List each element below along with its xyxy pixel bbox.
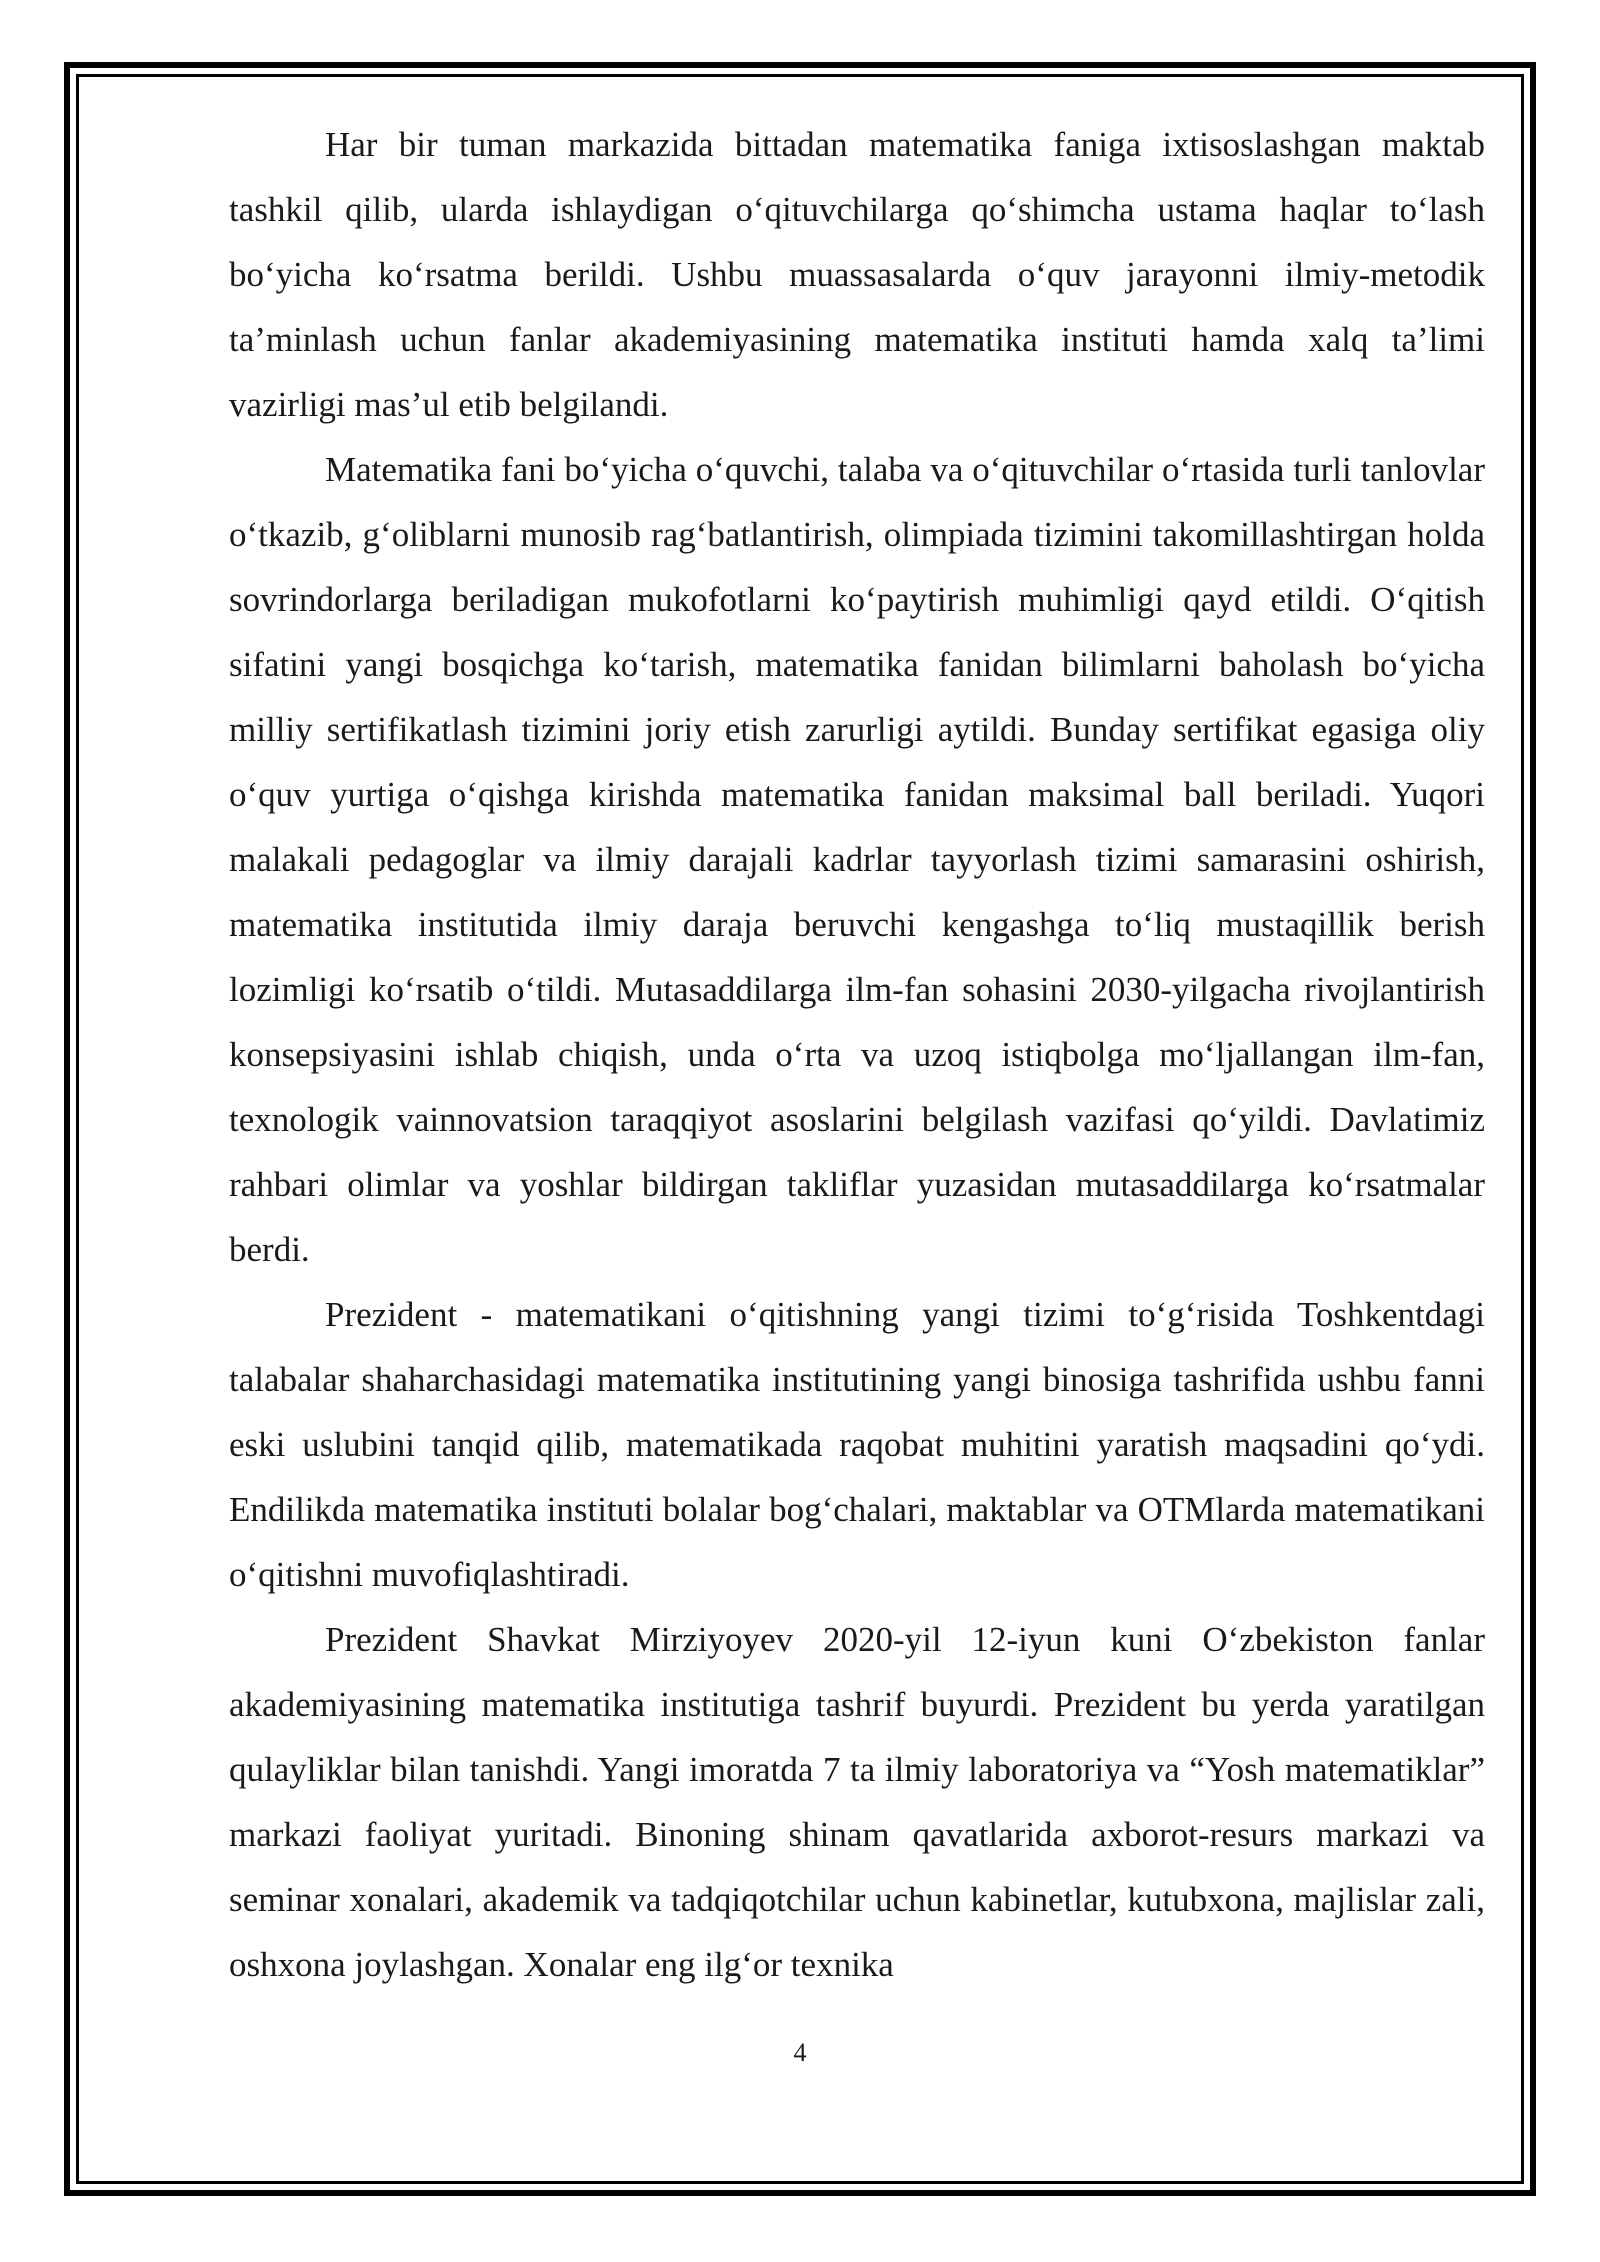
- paragraph-2: Matematika fani bo‘yicha o‘quvchi, talaba va o‘qituvchilar o‘rtasida turli tanlovlar o‘tkazib, g‘oliblarni munosib rag‘batlantirish, olimpiada tizimini takomillashtirgan holda sovrindorlarga beriladigan mukofotlarni ko‘paytirish muhimligi qayd etildi. O‘qitish sifatini yangi bosqichga ko‘tarish, matematika fanidan bilimlarni baholash bo‘yicha milliy sertifikatlash tizimini joriy etish zarurligi aytildi. Bunday sertifikat egasiga oliy o‘quv yurtiga o‘qishga kirishda matematika fanidan maksimal ball beriladi. Yuqori malakali pedagoglar va ilmiy darajali kadrlar tayyorlash tizimi samarasini oshirish, matematika institutida ilmiy daraja beruvchi kengashga to‘liq mustaqillik berish lozimligi ko‘rsatib o‘tildi. Mutasaddilarga ilm-fan sohasini 2030-yilgacha rivojlantirish konsepsiyasini ishlab chiqish, unda o‘rta va uzoq istiqbolga mo‘ljallangan ilm-fan, texnologik vainnovatsion taraqqiyot asoslarini belgilash vazifasi qo‘yildi. Davlatimiz rahbari olimlar va yoshlar bildirgan takliflar yuzasidan mutasaddilarga ko‘rsatmalar berdi.: [229, 450, 1485, 1269]
- paragraph-4: Prezident Shavkat Mirziyoyev 2020-yil 12-iyun kuni O‘zbekiston fanlar akademiyasining matematika institutiga tashrif buyurdi. Prezident bu yerda yaratilgan qulayliklar bilan tanishdi. Yangi imoratda 7 ta ilmiy laboratoriya va “Yosh matematiklar” markazi faoliyat yuritadi. Binoning shinam qavatlarida axborot-resurs markazi va seminar xonalari, akademik va tadqiqotchilar uchun kabinetlar, kutubxona, majlislar zali, oshxona joylashgan. Xonalar eng ilg‘or texnika: [229, 1620, 1485, 1984]
- paragraph-1: Har bir tuman markazida bittadan matematika faniga ixtisoslashgan maktab tashkil qilib, ularda ishlaydigan o‘qituvchilarga qo‘shimcha ustama haqlar to‘lash bo‘yicha ko‘rsatma berildi. Ushbu muassasalarda o‘quv jarayonni ilmiy-metodik ta’minlash uchun fanlar akademiyasining matematika instituti hamda xalq ta’limi vazirligi mas’ul etib belgilandi.: [229, 125, 1485, 424]
- paragraph-3: Prezident - matematikani o‘qitishning yangi tizimi to‘g‘risida Toshkentdagi talabalar shaharchasidagi matematika institutining yangi binosiga tashrifida ushbu fanni eski uslubini tanqid qilib, matematikada raqobat muhitini yaratish maqsadini qo‘ydi. Endilikda matematika instituti bolalar bog‘chalari, maktablar va OTMlarda matematikani o‘qitishni muvofiqlashtiradi.: [229, 1295, 1485, 1594]
- page-number: 4: [793, 2038, 807, 2067]
- document-body: [229, 112, 1485, 1997]
